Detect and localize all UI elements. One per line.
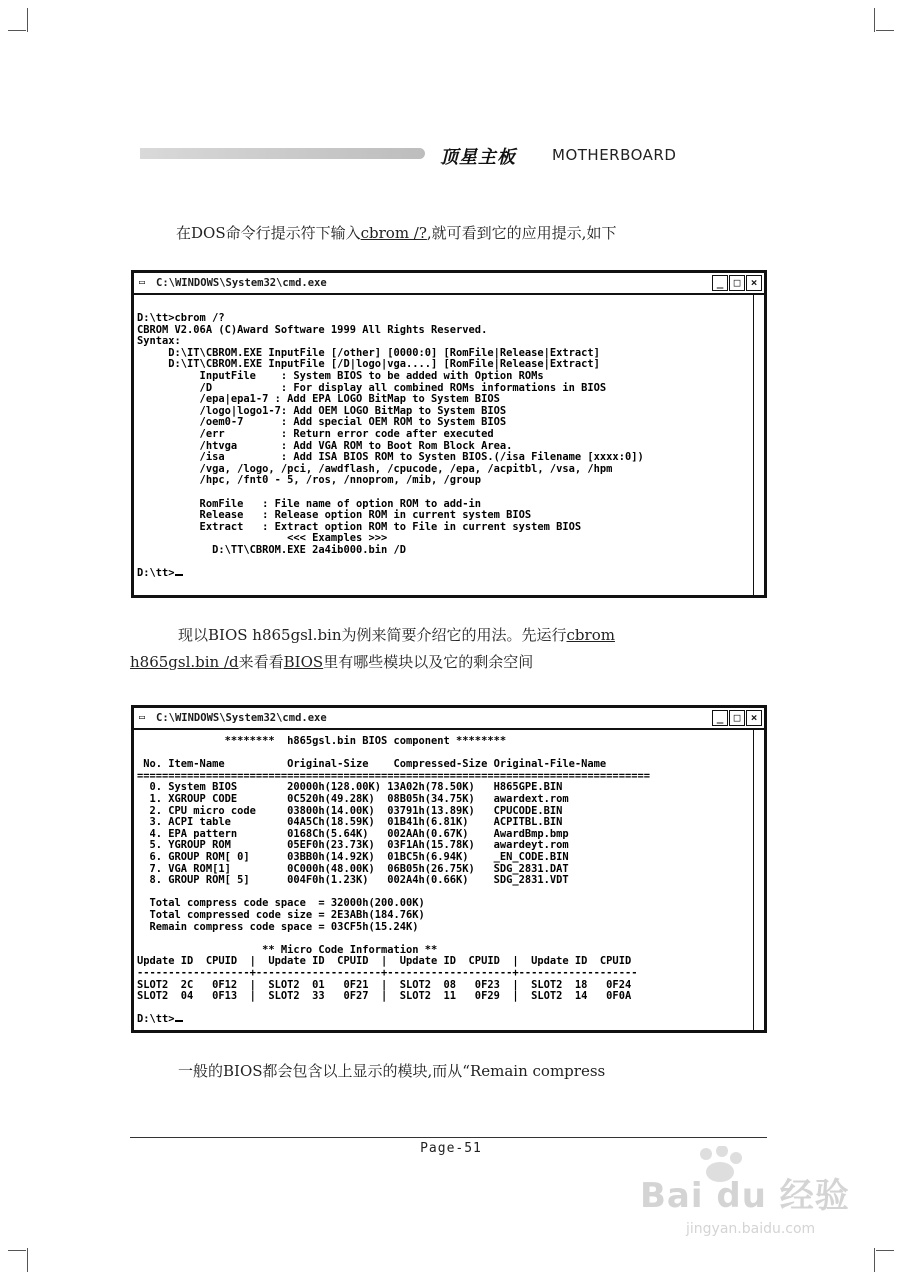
cmd-line: No. Item-Name Original-Size Compressed-Size Original-File-Name	[137, 758, 607, 771]
cmd-system-icon[interactable]: ▭	[139, 712, 146, 723]
usage-text-pre: 现以BIOS h865gsl.bin为例来简要介绍它的用法。先运行	[178, 626, 567, 644]
text-cursor	[175, 574, 183, 576]
intro-text-pre: 在DOS命令行提示符下输入	[176, 224, 361, 242]
crop-mark-top-right	[874, 8, 875, 32]
cmd-line: SLOT2 2C 0F12 | SLOT2 01 0F21 | SLOT2 08 0F23 | SLOT2 18 0F24	[137, 978, 632, 991]
brand-logo-en: MOTHERBOARD	[552, 146, 677, 164]
cmd-line: ******** h865gsl.bin BIOS component ********	[137, 735, 507, 747]
cmd-line: /D : For display all combined ROMs informations in BIOS	[137, 381, 607, 394]
cmd-line: D:\TT\CBROM.EXE 2a4ib000.bin /D	[137, 544, 406, 556]
cmd-line: ------------------+--------------------+--------------------+-------------------	[137, 967, 638, 979]
cmd-line: CBROM V2.06A (C)Award Software 1999 All Rights Reserved.	[137, 323, 488, 336]
cmd-scrollbar[interactable]	[753, 730, 764, 1030]
cmd-line: D:\tt>	[137, 568, 183, 580]
cmd-line: Extract : Extract option ROM to File in current system BIOS	[137, 520, 582, 533]
close-button[interactable]: ×	[746, 710, 762, 726]
cmd-line: 8. GROUP ROM[ 5] 004F0h(1.23K) 002A4h(0.66K) SDG_2831.VDT	[137, 874, 569, 887]
cmd-window-components[interactable]	[131, 705, 767, 1033]
usage-link-cbrom: cbrom	[566, 626, 615, 644]
cmd-line: ==================================================================================	[137, 769, 650, 782]
cmd-line: 5. YGROUP ROM 05EF0h(23.73K) 03F1Ah(15.78K) awardeyt.rom	[137, 839, 569, 852]
cmd-output	[134, 730, 764, 1030]
intro-link-cbrom: cbrom /?	[360, 224, 427, 242]
cmd-line: /htvga : Add VGA ROM to Boot Rom Block Area.	[137, 439, 513, 452]
cmd-output	[134, 295, 764, 595]
window-controls	[712, 275, 762, 291]
minimize-button[interactable]: _	[712, 710, 728, 726]
cmd-line: D:\tt>cbrom /?	[137, 312, 225, 324]
cmd-line: 2. CPU micro code 03800h(14.00K) 03791h(13.89K) CPUCODE.BIN	[137, 804, 563, 817]
cmd-line: /hpc, /fnt0 - 5, /ros, /nnoprom, /mib, /group	[137, 474, 482, 487]
cmd-line: SLOT2 04 0F13 | SLOT2 33 0F27 | SLOT2 11 0F29 | SLOT2 14 0F0A	[137, 990, 632, 1003]
cmd-line: /isa : Add ISA BIOS ROM to Systen BIOS.(/isa Filename [xxxx:0])	[137, 451, 644, 464]
crop-mark-bottom-right	[874, 1248, 875, 1272]
intro-text-post: ,就可看到它的应用提示,如下	[426, 224, 617, 242]
crop-mark-bottom-right-h	[876, 1250, 894, 1251]
cmd-line: D:\tt>	[137, 1014, 183, 1026]
cmd-line: 1. XGROUP CODE 0C520h(49.28K) 08B05h(34.75K) awardext.rom	[137, 793, 569, 805]
cmd-line: 0. System BIOS 20000h(128.00K) 13A02h(78.50K) H865GPE.BIN	[137, 781, 563, 794]
cmd-line: Remain compress code space = 03CF5h(15.24K)	[137, 920, 419, 933]
cmd-window-help[interactable]	[131, 270, 767, 598]
cmd-line: InputFile : System BIOS to be added with Option ROMs	[137, 370, 544, 382]
cmd-line: Syntax:	[137, 335, 181, 348]
cmd-line: 3. ACPI table 04A5Ch(18.59K) 01B41h(6.81K) ACPITBL.BIN	[137, 816, 563, 829]
minimize-button[interactable]: _	[712, 275, 728, 291]
crop-mark-top-left-h	[8, 30, 26, 31]
cmd-title-bar[interactable]	[134, 708, 764, 730]
usage-paragraph-line2	[130, 649, 533, 676]
usage-link-file: h865gsl.bin /d	[130, 653, 239, 671]
header-bar	[140, 148, 425, 159]
intro-paragraph	[176, 220, 616, 247]
cmd-title: C:\WINDOWS\System32\cmd.exe	[156, 277, 327, 289]
watermark-url: jingyan.baidu.com	[686, 1221, 816, 1237]
maximize-button[interactable]: □	[729, 710, 745, 726]
cmd-line: 6. GROUP ROM[ 0] 03BB0h(14.92K) 01BC5h(6.94K) _EN_CODE.BIN	[137, 851, 569, 863]
cmd-line: D:\IT\CBROM.EXE InputFile [/other] [0000:0] [RomFile|Release|Extract]	[137, 346, 600, 359]
crop-mark-top-right-h	[876, 30, 894, 31]
cmd-line: /epa|epa1-7 : Add EPA LOGO BitMap to System BIOS	[137, 393, 500, 406]
crop-mark-bottom-left-h	[8, 1250, 26, 1251]
page-number: Page-51	[420, 1141, 482, 1156]
cmd-line: /vga, /logo, /pci, /awdflash, /cpucode, /epa, /acpitbl, /vsa, /hpm	[137, 462, 613, 475]
maximize-button[interactable]: □	[729, 275, 745, 291]
closing-paragraph: 一般的BIOS都会包含以上显示的模块,而从“Remain compress	[178, 1062, 606, 1080]
crop-mark-bottom-left	[27, 1248, 28, 1272]
cmd-line: Total compressed code size = 2E3ABh(184.76K)	[137, 909, 425, 921]
watermark-brand: Bai du 经验	[640, 1176, 850, 1216]
usage-text-post: 里有哪些模块以及它的剩余空间	[323, 653, 534, 671]
watermark	[640, 1168, 850, 1237]
cmd-line: <<< Examples >>>	[137, 532, 388, 545]
usage-paragraph	[178, 622, 615, 649]
cmd-line: Total compress code space = 32000h(200.00K)	[137, 897, 425, 910]
cmd-line: 4. EPA pattern 0168Ch(5.64K) 002AAh(0.67K) AwardBmp.bmp	[137, 827, 569, 840]
cmd-line: Update ID CPUID | Update ID CPUID | Update ID CPUID | Update ID CPUID	[137, 955, 632, 968]
crop-mark-top-left	[27, 8, 28, 32]
cmd-title: C:\WINDOWS\System32\cmd.exe	[156, 712, 327, 724]
cmd-line: D:\IT\CBROM.EXE InputFile [/D|logo|vga....] [RomFile|Release|Extract]	[137, 358, 600, 371]
cmd-scrollbar[interactable]	[753, 295, 764, 595]
usage-text-mid: 来看看	[238, 653, 284, 671]
cmd-line: ** Micro Code Information **	[137, 943, 438, 956]
footer-rule	[130, 1137, 767, 1138]
window-controls	[712, 710, 762, 726]
cmd-line: /logo|logo1-7: Add OEM LOGO BitMap to System BIOS	[137, 404, 507, 417]
cmd-line: /err : Return error code after executed	[137, 428, 494, 440]
cmd-title-bar[interactable]	[134, 273, 764, 295]
cmd-line: 7. VGA ROM[1] 0C000h(48.00K) 06B05h(26.75K) SDG_2831.DAT	[137, 862, 569, 875]
cmd-line: RomFile : File name of option ROM to add-in	[137, 497, 482, 510]
cmd-system-icon[interactable]: ▭	[139, 277, 146, 288]
text-cursor	[175, 1020, 183, 1022]
usage-link-bios: BIOS	[283, 653, 324, 671]
brand-logo-cn: 顶星主板	[440, 147, 516, 168]
close-button[interactable]: ×	[746, 275, 762, 291]
cmd-line: Release : Release option ROM in current system BIOS	[137, 509, 532, 522]
cmd-line: /oem0-7 : Add special OEM ROM to System BIOS	[137, 416, 507, 429]
